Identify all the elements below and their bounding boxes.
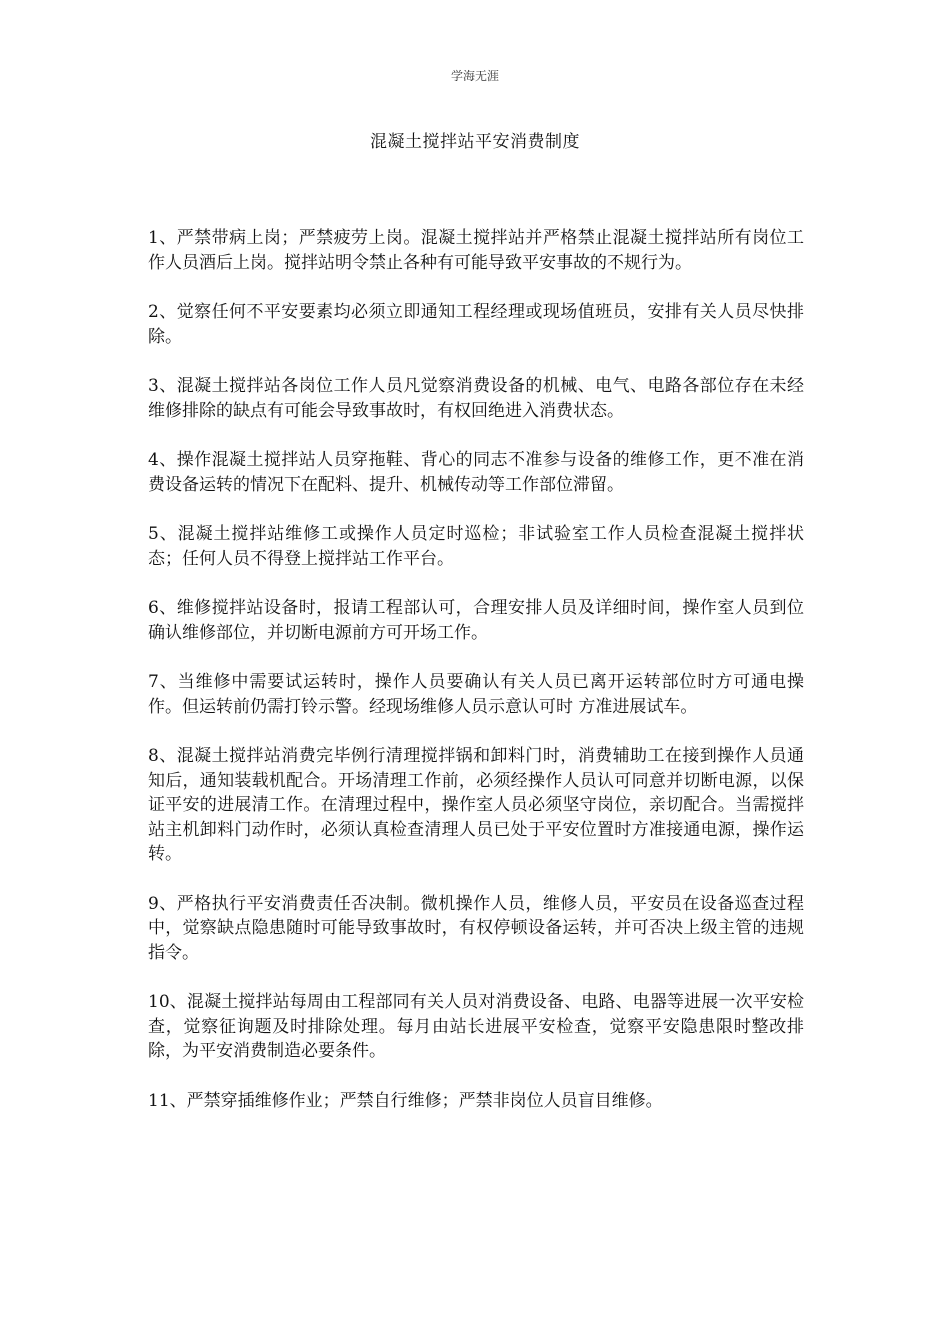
- paragraph-6: 6、维修搅拌站设备时，报请工程部认可，合理安排人员及详细时间，操作室人员到位确认维修部位，并切断电源前方可开场工作。: [148, 598, 804, 643]
- paragraph-4: 4、操作混凝土搅拌站人员穿拖鞋、背心的同志不准参与设备的维修工作，更不准在消费设备运转的情况下在配料、提升、机械传动等工作部位滞留。: [148, 450, 804, 495]
- paragraph-8: 8、混凝土搅拌站消费完毕例行清理搅拌锅和卸料门时，消费辅助工在接到操作人员通知后，通知装载机配合。开场清理工作前，必须经操作人员认可同意并切断电源，以保证平安的进展清工作。在清理过程中，操作室人员必须坚守岗位，亲切配合。当需搅拌站主机卸料门动作时，必须认真检查清理人员已处于平安位置时方准接通电源，操作运转。: [148, 746, 804, 864]
- document-body: [148, 226, 804, 1138]
- paragraph-1: 1、严禁带病上岗；严禁疲劳上岗。混凝土搅拌站并严格禁止混凝土搅拌站所有岗位工作人员酒后上岗。搅拌站明令禁止各种有可能导致平安事故的不规行为。: [148, 228, 804, 273]
- paragraph-2: 2、觉察任何不平安要素均必须立即通知工程经理或现场值班员，安排有关人员尽快排除。: [148, 302, 804, 347]
- paragraph-5: 5、混凝土搅拌站维修工或操作人员定时巡检；非试验室工作人员检查混凝土搅拌状态；任何人员不得登上搅拌站工作平台。: [148, 524, 804, 569]
- paragraph-9: 9、严格执行平安消费责任否决制。微机操作人员，维修人员，平安员在设备巡查过程中，觉察缺点隐患随时可能导致事故时，有权停顿设备运转，并可否决上级主管的违规指令。: [148, 893, 804, 963]
- paragraph-3: 3、混凝土搅拌站各岗位工作人员凡觉察消费设备的机械、电气、电路各部位存在未经维修排除的缺点有可能会导致事故时，有权回绝进入消费状态。: [148, 376, 804, 421]
- paragraph-11: 11、严禁穿插维修作业；严禁自行维修；严禁非岗位人员盲目维修。: [148, 1090, 663, 1111]
- document-title: 混凝土搅拌站平安消费制度: [370, 132, 580, 152]
- page-header: 学海无涯: [450, 69, 499, 83]
- paragraph-10: 10、混凝土搅拌站每周由工程部同有关人员对消费设备、电路、电器等进展一次平安检查，觉察征询题及时排除处理。每月由站长进展平安检查，觉察平安隐患限时整改排除，为平安消费制造必要条件。: [148, 992, 804, 1061]
- paragraph-7: 7、当维修中需要试运转时，操作人员要确认有关人员已离开运转部位时方可通电操作。但运转前仍需打铃示警。经现场维修人员示意认可时 方准进展试车。: [148, 672, 804, 717]
